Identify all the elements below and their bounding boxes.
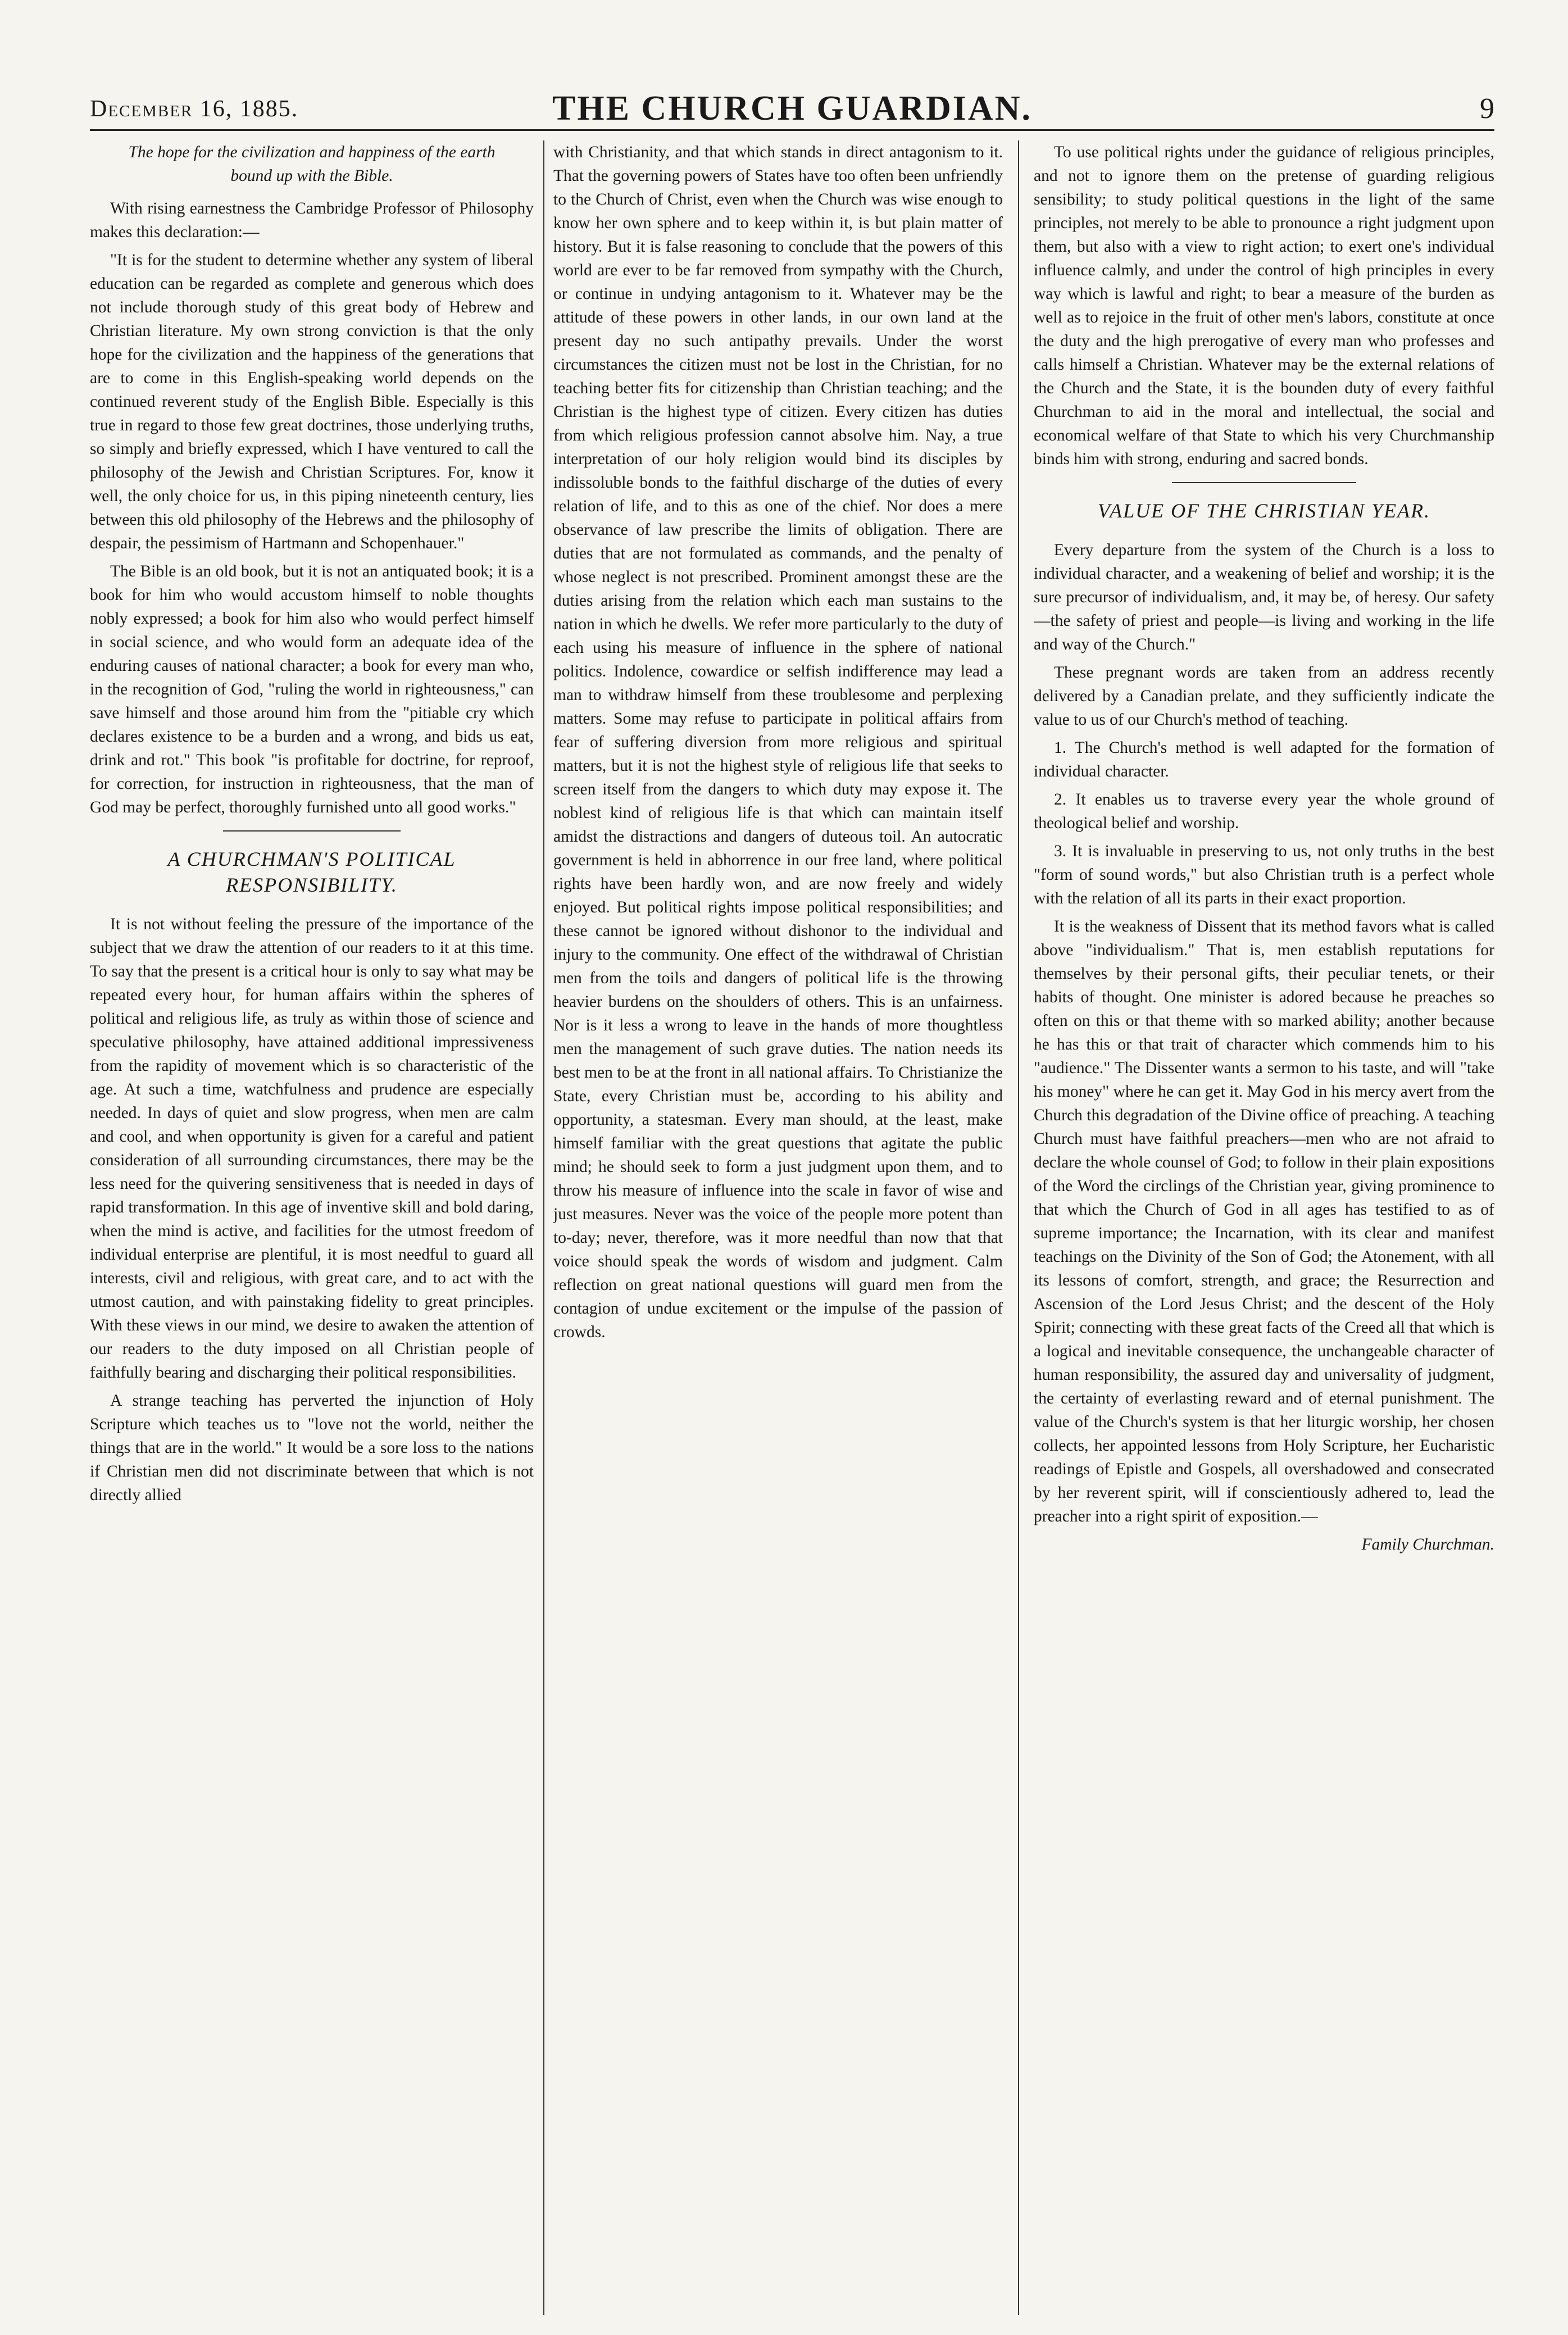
masthead [90, 84, 1494, 131]
article-paragraph: Every departure from the system of the Church is a loss to individual character, and a weakening of belief and worship; it is the sure precursor of individualism, and, it may be, of heresy. Our safety—the safety of priest and people—is living and working in the life and way of the Church." [1034, 541, 1494, 653]
article-paragraph: These pregnant words are taken from an address recently delivered by a Canadian prelate, and they sufficiently indicate the value to us of our Church's method of teaching. [1034, 664, 1494, 729]
article-paragraph: With rising earnestness the Cambridge Professor of Philosophy makes this declaration:— [90, 199, 534, 241]
column-rule [1018, 140, 1019, 2315]
column-rule [543, 140, 544, 2315]
article-paragraph: "It is for the student to determine whether any system of liberal education can be regarded as complete and generous which does not include thorough study of this great body of Hebrew and Christian literature. My own strong conviction is that the only hope for the civilization and the happiness of the generations that are to come in this English-speaking world depends on the continued reverent study of the English Bible. Especially is this true in regard to those few great doctrines, those underlying truths, so simply and briefly expressed, which I have ventured to call the philosophy of the Jewish and Christian Scriptures. For, know it well, the only choice for us, in this piping nineteenth century, lies between this old philosophy of the Hebrews and the philosophy of despair, the pessimism of Hartmann and Schopenhauer." [90, 251, 534, 552]
column-2 [553, 140, 1003, 2315]
newspaper-title: THE CHURCH GUARDIAN. [552, 89, 1032, 128]
page-number: 9 [1480, 93, 1494, 125]
column-1 [90, 140, 534, 2315]
divider [223, 830, 401, 832]
article-paragraph: with Christianity, and that which stands in direct antagonism to it. That the governing powers of States have too often been unfriendly to the Church of Christ, even when the Church was wise enough to know her own sphere and to keep within it, is but plain matter of history. But it is false reasoning to conclude that the powers of this world are ever to be far removed from sympathy with the Church, or continue in undying antagonism to it. Whatever may be the attitude of these powers in other lands, in our own land at the present day no such antipathy prevails. Under the worst circumstances the citizen must not be lost in the Christian, for no teaching better fits for citizenship than Christian teaching; and the Christian is the highest type of citizen. Every citizen has duties from which religious profession cannot absolve him. Nay, a true interpretation of our holy religion would bind its disciples by indissoluble bonds to the faithful discharge of the duties of every relation of life, and to this as one of the chief. Nor does a mere observance of law prescribe the limits of obligation. There are duties that are not formulated as commands, and the penalty of whose neglect is not prescribed. Prominent amongst these are the duties arising from the relation which each man sustains to the nation in which he dwells. We refer more particularly to the duty of each using his measure of influence in the sphere of national politics. Indolence, cowardice or selfish indifference may lead a man to withdraw himself from these troublesome and perplexing matters. Some may refuse to participate in political affairs from fear of suffering diversion from more religious and spiritual matters, but it is not the highest style of religious life that seeks to screen itself from the dangers to which duty may expose it. The noblest kind of religious life is that which can maintain itself amidst the distractions and dangers of duteous toil. An autocratic government is held in abhorrence in our free land, where political rights have been hardly won, and are now freely and widely enjoyed. But political rights impose political responsibilities; and these cannot be ignored without dishonor to the individual and injury to the community. One effect of the withdrawal of Christian men from the toils and dangers of political life is the throwing heavier burdens on the shoulders of others. This is an unfairness. Nor is it less a wrong to leave in the hands of more thoughtless men the management of such grave duties. The nation needs its best men to be at the front in all national affairs. To Christianize the State, every Christian must be, according to his ability and opportunity, a statesman. Every man should, at the least, make himself familiar with the great questions that agitate the public mind; he should seek to form a just judgment upon them, and to throw his measure of influence into the scale in favor of wise and just measures. Never was the voice of the people more potent than to-day; never, therefore, was it more needful than now that that voice should speak the words of wisdom and judgment. Calm reflection on great national questions will guard men from the contagion of undue excitement or the impulse of the passion of crowds. [553, 143, 1003, 1341]
article-signature: Family Churchman. [1361, 1536, 1494, 1553]
article-paragraph: It is the weakness of Dissent that its method favors what is called above "individualism." That is, men establish reputations for themselves by their personal gifts, their peculiar tenets, or their habits of thought. One minister is adored because he preaches so often on this or that theme with so marked ability; another because he has this or that trait of character which commends him to his "audience." The Dissenter wants a sermon to his taste, and will "take his money" where he can get it. May God in his mercy avert from the Church this degradation of the Divine office of preaching. A teaching Church must have faithful preachers—men who are not afraid to declare the whole counsel of God; to follow in their plain expositions of the Word the circlings of the Christian year, giving prominence to that which the Church of God in all ages has testified to as of supreme importance; the Incarnation, with its clear and manifest teachings on the Divinity of the Son of God; the Atonement, with all its lessons of comfort, strength, and grace; the Resurrection and Ascension of the Lord Jesus Christ; and the descent of the Holy Spirit; connecting with these great facts of the Creed all that which is a logical and inevitable consequence, the unchangeable character of human responsibility, the assured day and universality of judgment, the certainty of everlasting reward and of eternal punishment. The value of the Church's system is that her liturgic worship, her chosen collects, her appointed lessons from Holy Scripture, her Eucharistic readings of Epistle and Gospels, all overshadowed and consecrated by her reverent spirit, will if conscientiously adhered to, lead the preacher into a right spirit of exposition.— [1034, 917, 1494, 1525]
article-paragraph: 1. The Church's method is well adapted for the formation of individual character. [1034, 739, 1494, 780]
article-paragraph: The Bible is an old book, but it is not an antiquated book; it is a book for him who would accustom himself to noble thoughts nobly expressed; a book for him also who would perfect himself in social science, and who would form an adequate idea of the enduring causes of national character; a book for every man who, in the recognition of God, "ruling the world in righteousness," can save himself and those around him from the "pitiable cry which declares existence to be a burden and a wrong, and bids us eat, drink and rot." This book "is profitable for doctrine, for reproof, for correction, for instruction in righteousness, that the man of God may be perfect, thoroughly furnished unto all good works." [90, 562, 534, 816]
article-paragraph: 2. It enables us to traverse every year the whole ground of theological belief and worship. [1034, 791, 1494, 832]
article-paragraph: 3. It is invaluable in preserving to us, not only truths in the best "form of sound words," but also Christian truth is a perfect whole with the relation of all its parts in their exact proportion. [1034, 842, 1494, 907]
article-paragraph: To use political rights under the guidance of religious principles, and not to ignore them on the pretense of guarding religious sensibility; to study political questions in the light of the same principles, not merely to be able to pronounce a right judgment upon them, but also with a view to right action; to exert one's individual influence calmly, and under the control of high principles in every way which is lawful and right; to bear a measure of the burden as well as to rejoice in the fruit of other men's labors, constitute at once the duty and the high prerogative of every man who professes and calls himself a Christian. Whatever may be the external relations of the Church and the State, it is the bounden duty of every faithful Churchman to aid in the moral and intellectual, the social and economical welfare of that State to which his very Churchmanship binds him with strong, enduring and sacred bonds. [1034, 143, 1494, 468]
article-heading: VALUE OF THE CHRISTIAN YEAR. [1097, 499, 1431, 522]
article-heading: A CHURCHMAN'S POLITICAL RESPONSIBILITY. [167, 848, 456, 896]
article-paragraph: A strange teaching has perverted the injunction of Holy Scripture which teaches us to "love not the world, neither the things that are in the world." It would be a sore loss to the nations if Christian men did not discriminate between that which is not directly allied [90, 1392, 534, 1504]
divider [1172, 482, 1356, 483]
article-subtitle: The hope for the civilization and happiness of the earth bound up with the Bible. [128, 143, 496, 185]
issue-date: December 16, 1885. [90, 96, 299, 122]
article-paragraph: It is not without feeling the pressure of the importance of the subject that we draw the attention of our readers to it at this time. To say that the present is a critical hour is only to say what may be repeated every hour, for human affairs within the spheres of political and religious life, as truly as within those of science and speculative philosophy, have attained additional impressiveness from the rapidity of movement which is so characteristic of the age. At such a time, watchfulness and prudence are especially needed. In days of quiet and slow progress, when men are calm and cool, and when opportunity is given for a careful and patient consideration of all surrounding circumstances, there may be the less need for the quivering sensitiveness that is needed in days of rapid transformation. In this age of inventive skill and bold daring, when the mind is active, and facilities for the utmost freedom of individual enterprise are plentiful, it is most needful to guard all interests, civil and religious, with great care, and to act with the utmost caution, and with painstaking fidelity to great principles. With these views in our mind, we desire to awaken the attention of our readers to the duty imposed on all Christian people of faithfully bearing and discharging their political responsibilities. [90, 915, 534, 1382]
column-3 [1034, 140, 1494, 2315]
